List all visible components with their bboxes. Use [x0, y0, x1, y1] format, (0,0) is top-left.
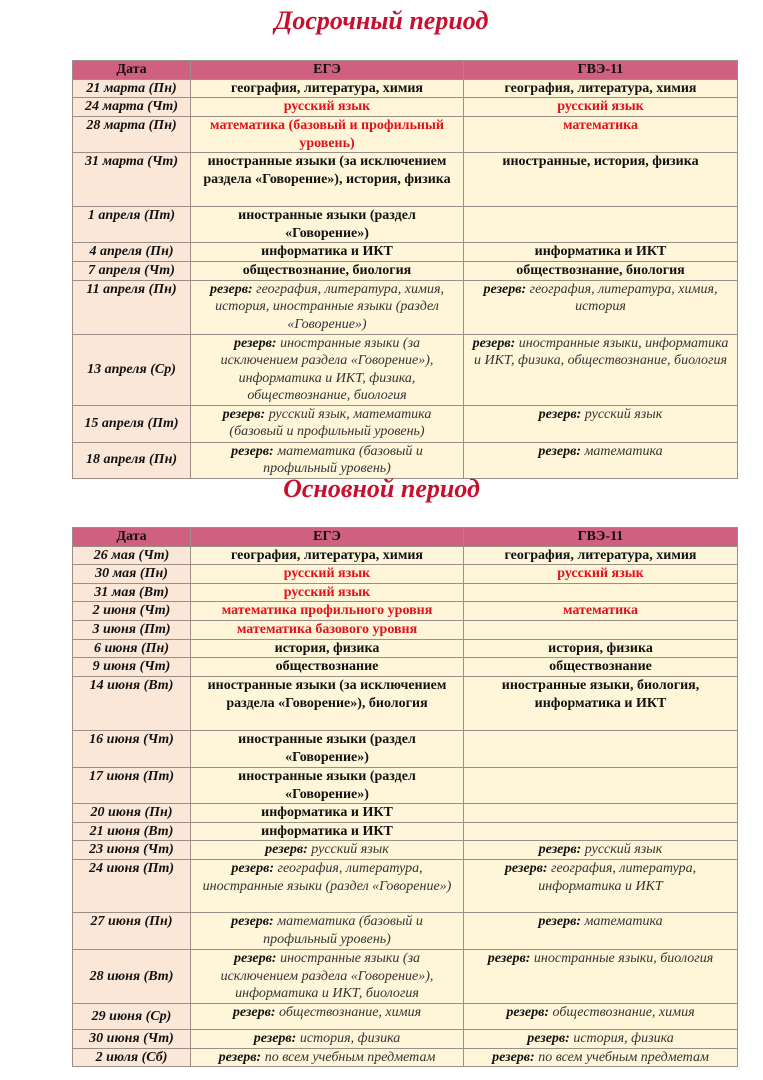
subjects-text: обществознание, биология: [242, 263, 412, 278]
header-date: Дата: [73, 61, 191, 80]
date-cell: 26 мая (Чт): [73, 546, 191, 565]
table-row: [73, 913, 738, 950]
gve-cell: [464, 822, 738, 841]
date-cell: 18 апреля (Пн): [73, 442, 191, 478]
reserve-label: резерв:: [527, 1031, 570, 1046]
ege-cell: [191, 405, 464, 442]
ege-cell: [191, 280, 464, 334]
date-cell: 16 июня (Чт): [73, 731, 191, 768]
date-cell: 14 июня (Вт): [73, 677, 191, 731]
reserve-label: резерв:: [487, 951, 531, 966]
subjects-text: информатика и ИКТ: [261, 244, 393, 259]
gve-cell: [464, 207, 738, 243]
gve-cell: [464, 117, 738, 153]
header-date: Дата: [73, 528, 191, 547]
subjects-text: математика: [562, 118, 639, 133]
ege-cell: [191, 243, 464, 262]
date-cell: 1 апреля (Пт): [73, 207, 191, 243]
table-row: [73, 1030, 738, 1049]
ege-cell: [191, 117, 464, 153]
gve-cell: [464, 658, 738, 677]
gve-cell: [464, 639, 738, 658]
ege-cell: [191, 1048, 464, 1067]
ege-cell: [191, 860, 464, 913]
subjects-text: математика базового уровня: [236, 622, 418, 637]
gve-cell: [464, 768, 738, 804]
date-cell: 4 апреля (Пн): [73, 243, 191, 262]
reserve-label: резерв:: [483, 281, 527, 297]
main-period-title: Основной период: [283, 474, 480, 503]
gve-cell: [464, 950, 738, 1004]
table-row: [73, 583, 738, 602]
gve-cell: [464, 804, 738, 823]
ege-cell: [191, 334, 464, 405]
table-row: [73, 98, 738, 117]
reserve-label: резерв:: [472, 335, 516, 351]
reserve-label: резерв:: [265, 842, 308, 857]
subjects-text: математика профильного уровня: [221, 603, 433, 618]
gve-cell: [464, 1048, 738, 1067]
date-cell: 27 июня (Пн): [73, 913, 191, 950]
subjects-text: обществознание: [275, 659, 379, 674]
subjects-text: история, физика: [548, 640, 653, 656]
subjects-text: русский язык: [283, 566, 371, 581]
date-cell: 24 марта (Чт): [73, 98, 191, 117]
date-cell: 28 марта (Пн): [73, 117, 191, 153]
date-cell: 21 марта (Пн): [73, 79, 191, 98]
ege-cell: [191, 621, 464, 640]
ege-cell: [191, 950, 464, 1004]
date-cell: 9 июня (Чт): [73, 658, 191, 677]
subjects-text: иностранные, история, физика: [502, 154, 699, 169]
gve-cell: [464, 243, 738, 262]
reserve-label: резерв:: [218, 1049, 262, 1065]
table-row: [73, 565, 738, 584]
ege-cell: [191, 841, 464, 860]
gve-cell: [464, 280, 738, 334]
ege-cell: [191, 658, 464, 677]
table-row: [73, 442, 738, 478]
subjects-text: математика (базовый и профильный уровень): [263, 443, 423, 476]
date-cell: 15 апреля (Пт): [73, 405, 191, 442]
subjects-text: русский язык: [311, 842, 389, 857]
reserve-label: резерв:: [538, 914, 581, 929]
date-cell: 3 июня (Пт): [73, 621, 191, 640]
subjects-text: иностранные языки (раздел «Говорение»): [238, 732, 416, 765]
table-row: [73, 1048, 738, 1067]
ege-cell: [191, 768, 464, 804]
reserve-label: резерв:: [538, 443, 581, 459]
gve-cell: [464, 153, 738, 207]
date-cell: 20 июня (Пн): [73, 804, 191, 823]
date-cell: 7 апреля (Чт): [73, 262, 191, 281]
ege-cell: [191, 1004, 464, 1030]
gve-cell: [464, 546, 738, 565]
subjects-text: математика (базовый и профильный уровень): [263, 914, 423, 947]
table-row: [73, 621, 738, 640]
table-row: [73, 677, 738, 731]
subjects-text: иностранные языки (за исключением раздела «Говорение»), биология: [207, 678, 447, 711]
table-row: [73, 602, 738, 621]
date-cell: 28 июня (Вт): [73, 950, 191, 1004]
date-cell: 29 июня (Ср): [73, 1004, 191, 1030]
subjects-text: обществознание, химия: [279, 1005, 422, 1020]
gve-cell: [464, 841, 738, 860]
subjects-text: история, физика: [299, 1031, 401, 1046]
subjects-text: иностранные языки (раздел «Говорение»): [238, 769, 416, 802]
gve-cell: [464, 583, 738, 602]
date-cell: 23 июня (Чт): [73, 841, 191, 860]
ege-cell: [191, 583, 464, 602]
subjects-text: информатика и ИКТ: [534, 244, 667, 259]
date-cell: 2 июля (Сб): [73, 1048, 191, 1067]
table-row: [73, 639, 738, 658]
main-period-table: [72, 527, 738, 1067]
subjects-text: иностранные языки (за исключением раздела «Говорение»), информатика и ИКТ, биология: [220, 951, 434, 1001]
reserve-label: резерв:: [504, 861, 548, 876]
table-row: [73, 768, 738, 804]
subjects-text: обществознание, биология: [516, 263, 685, 278]
subjects-text: русский язык: [557, 566, 644, 581]
table-row: [73, 1004, 738, 1030]
reserve-label: резерв:: [253, 1031, 297, 1046]
gve-cell: [464, 565, 738, 584]
subjects-text: русский язык: [283, 99, 371, 114]
reserve-label: резерв:: [210, 281, 253, 297]
subjects-text: иностранные языки (раздел «Говорение»): [238, 208, 416, 241]
subjects-text: информатика и ИКТ: [261, 823, 393, 839]
ege-cell: [191, 1030, 464, 1049]
subjects-text: информатика и ИКТ: [261, 805, 393, 820]
subjects-text: география, литература, химия: [230, 547, 423, 563]
gve-cell: [464, 677, 738, 731]
reserve-label: резерв:: [233, 951, 277, 966]
gve-cell: [464, 602, 738, 621]
ege-cell: [191, 262, 464, 281]
reserve-label: резерв:: [222, 406, 266, 422]
subjects-text: география, литература, иностранные языки (раздел «Говорение»): [202, 861, 452, 894]
subjects-text: география, литература, химия: [504, 547, 697, 563]
gve-cell: [464, 731, 738, 768]
table-row: [73, 280, 738, 334]
subjects-text: математика: [584, 914, 663, 929]
ege-cell: [191, 565, 464, 584]
gve-cell: [464, 621, 738, 640]
header-row: [73, 61, 738, 80]
table-row: [73, 822, 738, 841]
subjects-text: история, физика: [274, 640, 380, 656]
subjects-text: иностранные языки, биология: [533, 951, 714, 966]
gve-cell: [464, 860, 738, 913]
ege-cell: [191, 602, 464, 621]
subjects-text: география, литература, химия: [230, 80, 423, 96]
date-cell: 31 мая (Вт): [73, 583, 191, 602]
date-cell: 13 апреля (Ср): [73, 334, 191, 405]
reserve-label: резерв:: [506, 1005, 550, 1020]
header-gve: ГВЭ-11: [464, 528, 738, 547]
subjects-text: русский язык: [283, 584, 371, 600]
subjects-text: география, литература, химия, история: [529, 281, 718, 314]
reserve-label: резерв:: [233, 335, 277, 351]
subjects-text: обществознание, химия: [552, 1005, 695, 1020]
ege-cell: [191, 98, 464, 117]
ege-cell: [191, 804, 464, 823]
reserve-label: резерв:: [492, 1049, 535, 1065]
subjects-text: по всем учебным предметам: [538, 1049, 709, 1065]
ege-cell: [191, 639, 464, 658]
subjects-text: иностранные языки (за исключением раздела «Говорение»), информатика и ИКТ, физика, обществознание, биология: [220, 335, 434, 403]
table-row: [73, 841, 738, 860]
subjects-text: русский язык: [584, 842, 663, 857]
date-cell: 21 июня (Вт): [73, 822, 191, 841]
date-cell: 31 марта (Чт): [73, 153, 191, 207]
table-row: [73, 117, 738, 153]
ege-cell: [191, 442, 464, 478]
table-row: [73, 546, 738, 565]
gve-cell: [464, 98, 738, 117]
table-row: [73, 262, 738, 281]
table-row: [73, 334, 738, 405]
ege-cell: [191, 913, 464, 950]
gve-cell: [464, 442, 738, 478]
reserve-label: резерв:: [231, 443, 274, 459]
subjects-text: география, литература, информатика и ИКТ: [538, 861, 697, 894]
ege-cell: [191, 731, 464, 768]
subjects-text: русский язык: [557, 99, 644, 114]
subjects-text: география, литература, химия: [504, 80, 697, 96]
header-row: [73, 528, 738, 547]
table-row: [73, 950, 738, 1004]
early-period-title: Досрочный период: [274, 6, 489, 35]
date-cell: 2 июня (Чт): [73, 602, 191, 621]
reserve-label: резерв:: [231, 914, 274, 929]
ege-cell: [191, 546, 464, 565]
date-cell: 24 июня (Пт): [73, 860, 191, 913]
reserve-label: резерв:: [538, 406, 582, 422]
date-cell: 30 июня (Чт): [73, 1030, 191, 1049]
subjects-text: русский язык: [584, 406, 663, 422]
subjects-text: иностранные языки (за исключением раздела «Говорение»), история, физика: [203, 154, 451, 187]
reserve-label: резерв:: [232, 1005, 276, 1020]
subjects-text: обществознание: [549, 659, 652, 674]
reserve-label: резерв:: [231, 861, 274, 876]
table-row: [73, 243, 738, 262]
ege-cell: [191, 79, 464, 98]
table-row: [73, 153, 738, 207]
header-ege: ЕГЭ: [191, 61, 464, 80]
gve-cell: [464, 262, 738, 281]
reserve-label: резерв:: [538, 842, 582, 857]
table-row: [73, 79, 738, 98]
date-cell: 6 июня (Пн): [73, 639, 191, 658]
gve-cell: [464, 1004, 738, 1030]
date-cell: 30 мая (Пн): [73, 565, 191, 584]
table-row: [73, 207, 738, 243]
gve-cell: [464, 79, 738, 98]
subjects-text: иностранные языки, информатика и ИКТ, физика, обществознание, биология: [474, 335, 729, 368]
early-period-table: [72, 60, 738, 479]
table-row: [73, 731, 738, 768]
subjects-text: русский язык, математика (базовый и профильный уровень): [229, 406, 432, 439]
ege-cell: [191, 822, 464, 841]
ege-cell: [191, 677, 464, 731]
table-row: [73, 860, 738, 913]
date-cell: 17 июня (Пт): [73, 768, 191, 804]
subjects-text: география, литература, химия, история, иностранные языки (раздел «Говорение»): [215, 281, 444, 332]
subjects-text: история, физика: [573, 1031, 674, 1046]
subjects-text: иностранные языки, биология, информатика и ИКТ: [501, 678, 700, 711]
header-ege: ЕГЭ: [191, 528, 464, 547]
gve-cell: [464, 334, 738, 405]
header-gve: ГВЭ-11: [464, 61, 738, 80]
gve-cell: [464, 1030, 738, 1049]
table-row: [73, 804, 738, 823]
subjects-text: математика: [562, 603, 639, 618]
subjects-text: математика: [584, 443, 663, 459]
ege-cell: [191, 153, 464, 207]
gve-cell: [464, 405, 738, 442]
ege-cell: [191, 207, 464, 243]
subjects-text: по всем учебным предметам: [264, 1049, 436, 1065]
subjects-text: математика (базовый и профильный уровень): [210, 118, 444, 151]
gve-cell: [464, 913, 738, 950]
table-row: [73, 658, 738, 677]
date-cell: 11 апреля (Пн): [73, 280, 191, 334]
table-row: [73, 405, 738, 442]
